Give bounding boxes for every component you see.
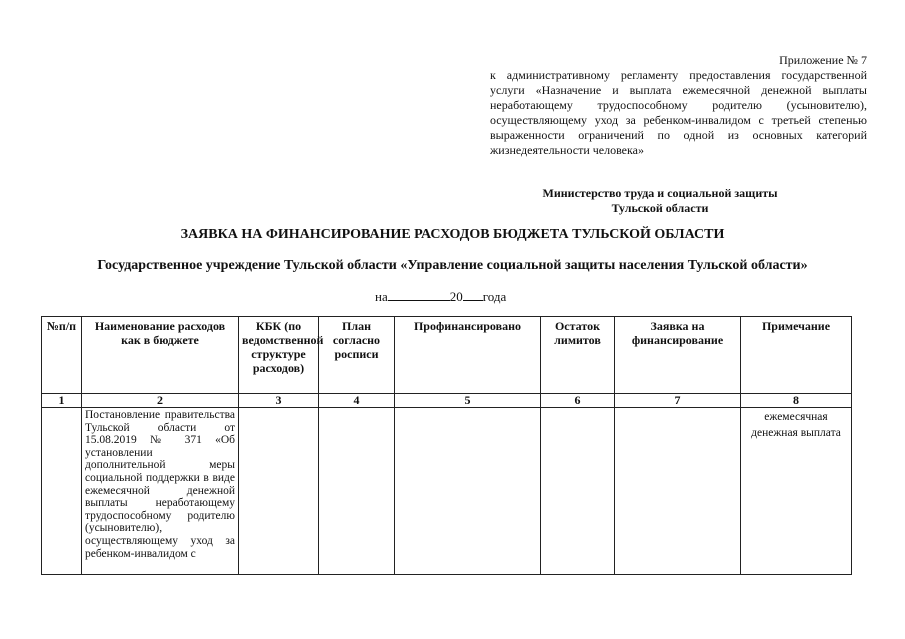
column-number: 5 [395,394,541,408]
plan-cell [319,408,395,575]
remaining-cell [541,408,615,575]
expense-name: Постановление правительства Тульской области от 15.08.2019 № 371 «Об установлении дополнительной меры социальной поддержки в виде ежемесячной денежной выплаты неработающему трудоспособному родителю (усыновителю), осуществляющему уход за ребенком-инвалидом с [85,409,235,560]
period-year-blank [463,286,483,301]
table-header-row [42,317,852,394]
column-number-row [42,394,852,408]
expense-name-cell [82,408,239,575]
header-cell: Примечание [741,317,852,394]
header-cell: КБК (по ведомственной структуре расходов) [239,317,319,394]
column-number: 7 [615,394,741,408]
financing-table [41,316,852,575]
note-cell [741,408,852,575]
header-cell: План согласно росписи [319,317,395,394]
financed-cell [395,408,541,575]
ministry-region: Тульской области [611,201,709,215]
column-number: 6 [541,394,615,408]
period-year-prefix: 20 [449,289,463,304]
header-cell: Профинансировано [395,317,541,394]
kbk-cell [239,408,319,575]
institution-name: Государственное учреждение Тульской области «Управление социальной защиты населения Тульской области» [97,258,808,273]
annex-description: к административному регламенту предоставления государственной услуги «Назначение и выплата ежемесячной денежной выплаты неработающему трудоспособному родителю (усыновителю), осуществляющему уход за ребенком-инвалидом с третьей степенью выраженности ограничений по одной из основных категорий жизнедеятельности человека» [490,68,867,157]
column-number: 3 [239,394,319,408]
column-number: 1 [42,394,82,408]
header-cell: Остаток лимитов [541,317,615,394]
column-number: 8 [741,394,852,408]
ministry-block [500,186,820,216]
header-cell: №п/п [42,317,82,394]
header-cell: Заявка на финансирование [615,317,741,394]
note-text: ежемесячная денежная выплата [751,411,841,439]
annex-title: Приложение № 7 [779,53,867,67]
request-cell [615,408,741,575]
header-cell: Наименование расходов как в бюджете [82,317,239,394]
period-prefix: на [375,289,388,304]
table-row [42,408,852,575]
period-date-blank [388,286,450,301]
column-number: 4 [319,394,395,408]
period-line [375,286,555,306]
column-number: 2 [82,394,239,408]
document-title: ЗАЯВКА НА ФИНАНСИРОВАНИЕ РАСХОДОВ БЮДЖЕТА ТУЛЬСКОЙ ОБЛАСТИ [180,227,725,242]
row-number-cell [42,408,82,575]
period-suffix: года [482,289,507,304]
ministry-name: Министерство труда и социальной защиты [542,186,778,200]
